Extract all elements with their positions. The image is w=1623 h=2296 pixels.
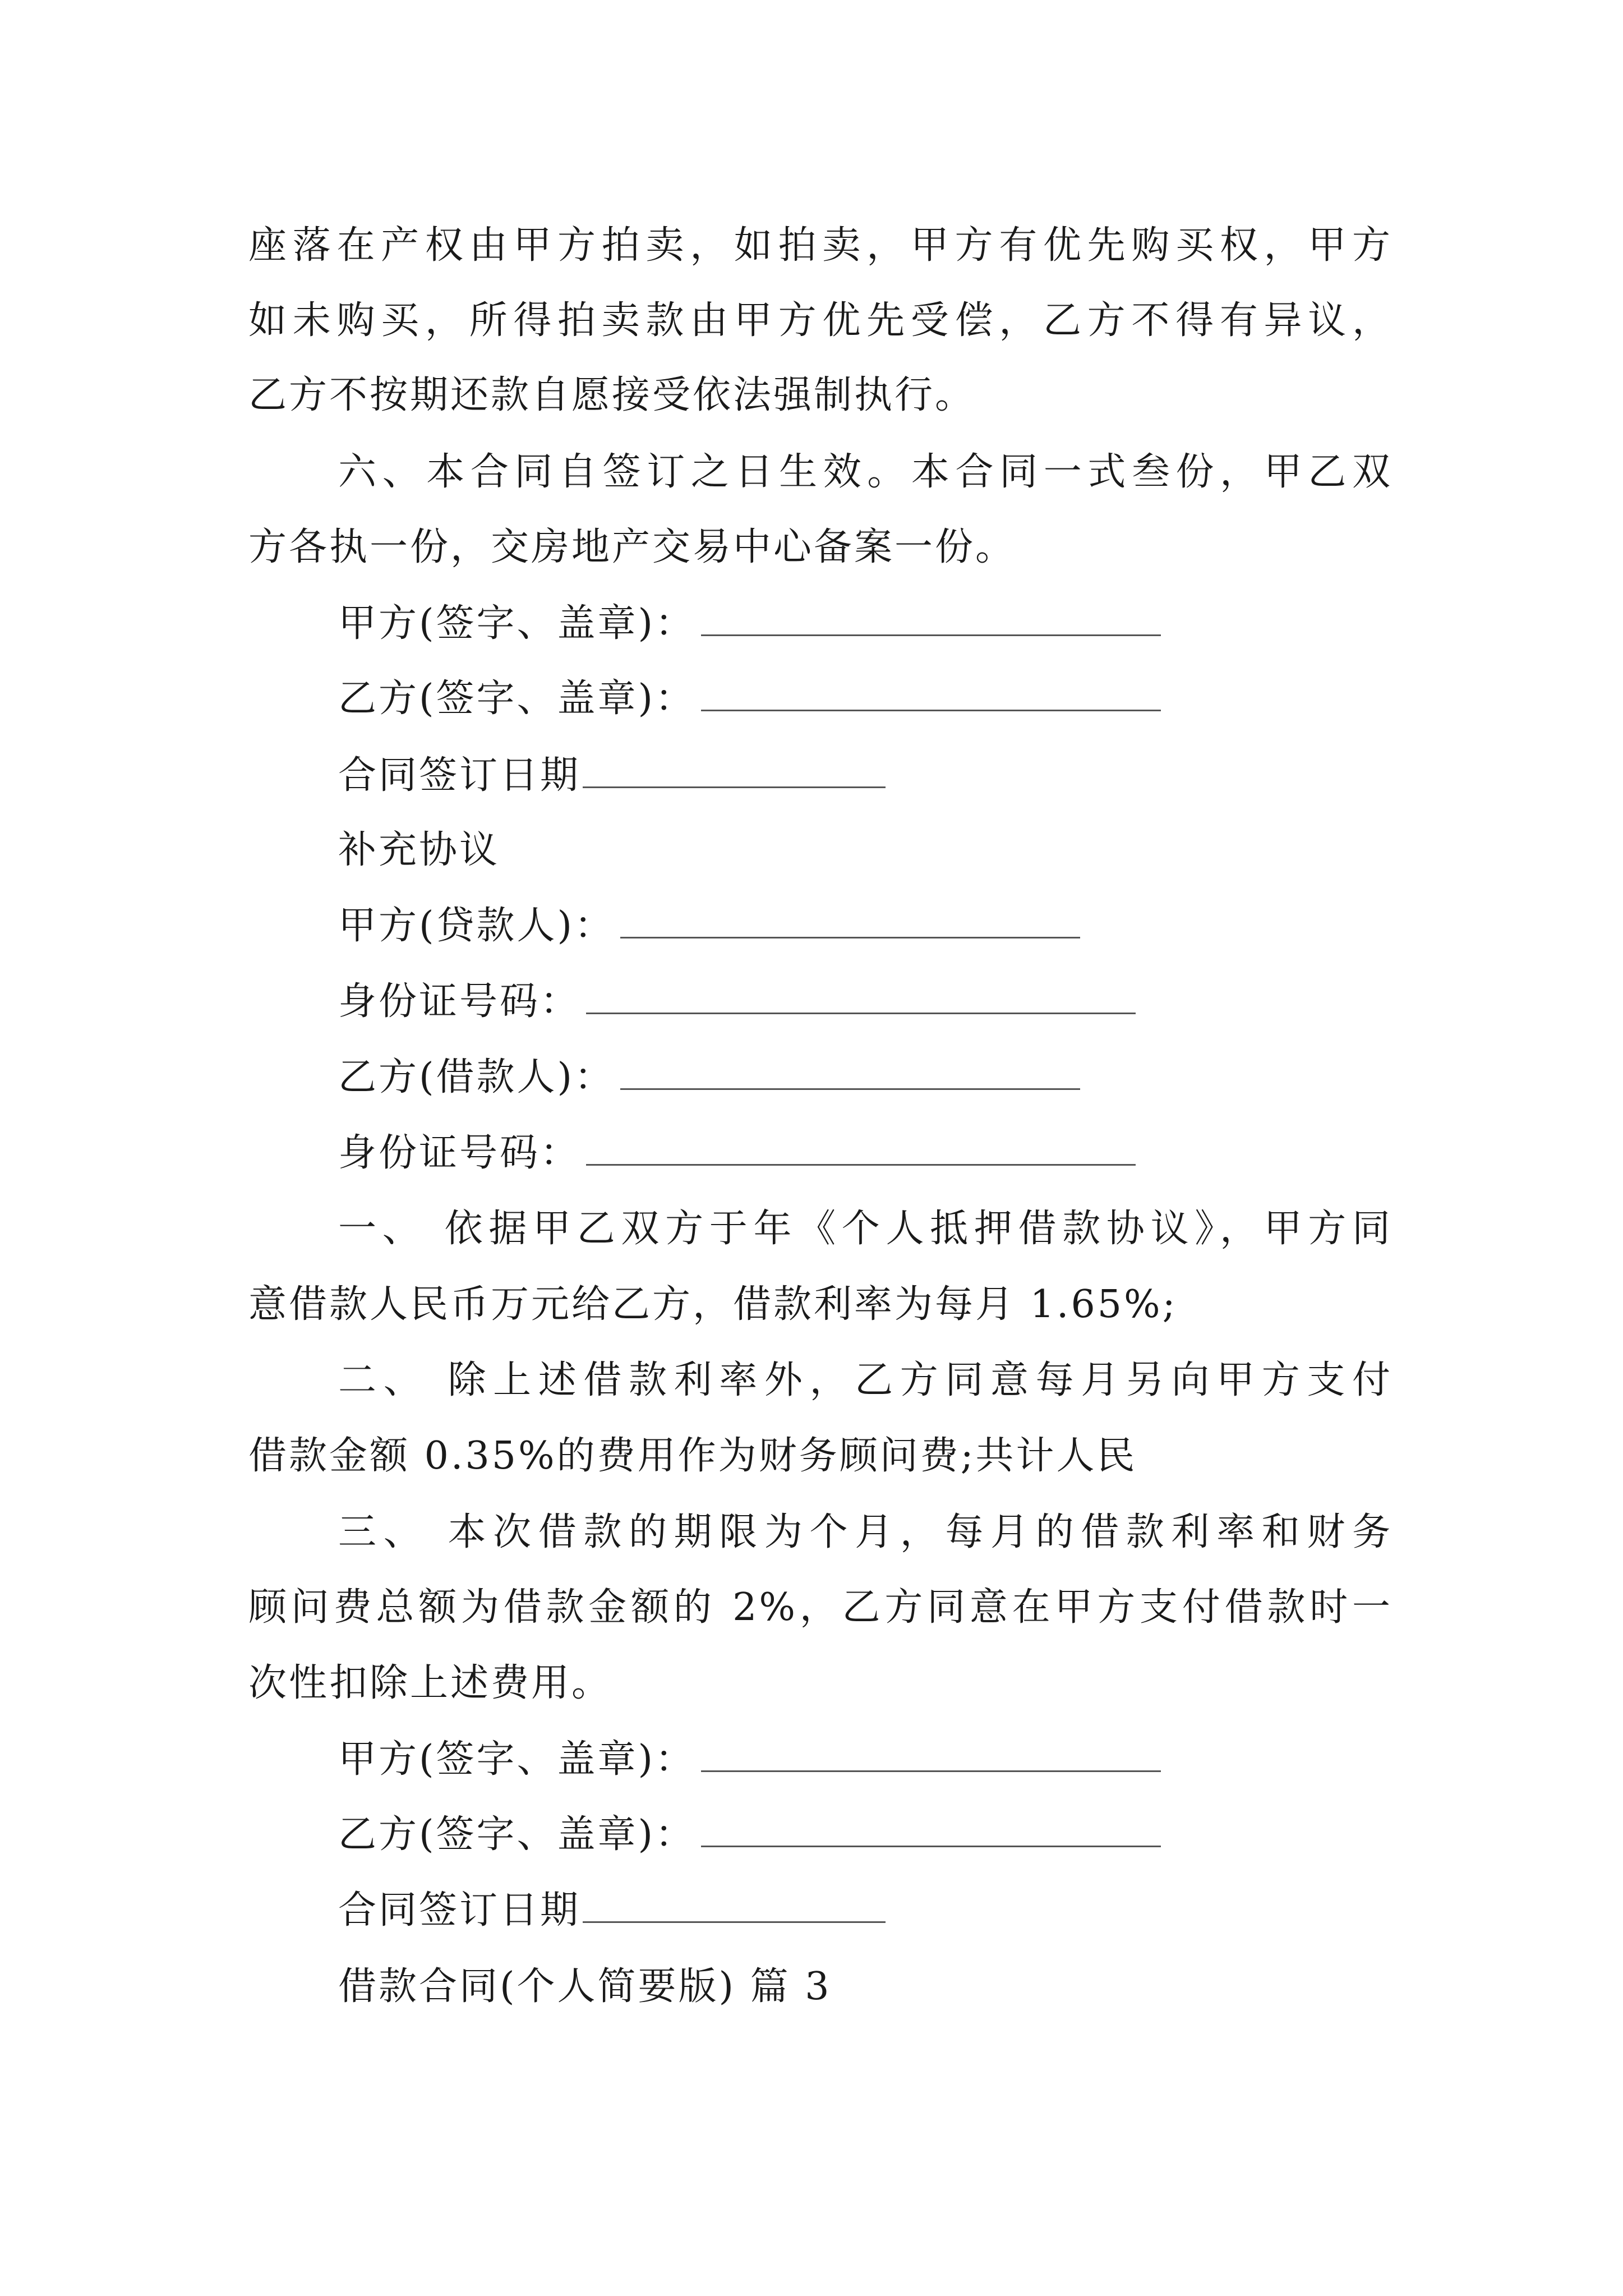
sign1-date-field[interactable] — [583, 752, 886, 788]
supplement-lender-field[interactable] — [620, 902, 1080, 938]
clause1-line1: 一、 依据甲乙双方于年《个人抵押借款协议》，甲方同 — [338, 1207, 1393, 1251]
sign2-party-b-row — [338, 1808, 1161, 1862]
sign2-party-a-row — [338, 1733, 1161, 1787]
clause2-line2: 借款金额 0.35%的费用作为财务顾问费;共计人民 — [248, 1434, 1137, 1478]
para2-line2: 方各执一份，交房地产交易中心备案一份。 — [248, 525, 1016, 569]
supplement-lender-id-row — [338, 975, 1136, 1029]
supplement-borrower-label: 乙方(借款人)： — [338, 1055, 615, 1099]
sign1-date-row — [338, 749, 886, 803]
sign2-party-b-label: 乙方(签字、盖章)： — [338, 1812, 696, 1857]
para2-line1: 六、本合同自签订之日生效。本合同一式叁份，甲乙双 — [338, 450, 1393, 494]
sign1-date-label: 合同签订日期 — [338, 753, 581, 798]
supplement-lender-id-label: 身份证号码： — [338, 979, 581, 1024]
supplement-lender-label: 甲方(贷款人)： — [338, 904, 615, 948]
supplement-borrower-row — [338, 1051, 1080, 1105]
sign1-party-b-label: 乙方(签字、盖章)： — [338, 677, 696, 721]
sign1-party-a-label: 甲方(签字、盖章)： — [338, 601, 696, 646]
clause3-line1: 三、 本次借款的期限为个月，每月的借款利率和财务 — [338, 1510, 1393, 1554]
clause3-line2: 顾问费总额为借款金额的 2%，乙方同意在甲方支付借款时一 — [248, 1585, 1393, 1630]
supplement-borrower-id-label: 身份证号码： — [338, 1131, 581, 1175]
sign2-date-label: 合同签订日期 — [338, 1888, 581, 1932]
sign1-party-b-row — [338, 672, 1161, 726]
sign2-party-a-label: 甲方(签字、盖章)： — [338, 1737, 696, 1782]
para1-line3: 乙方不按期还款自愿接受依法强制执行。 — [248, 373, 976, 417]
sign2-date-field[interactable] — [583, 1887, 886, 1923]
para1-line1: 座落在产权由甲方拍卖，如拍卖，甲方有优先购买权，甲方 — [248, 223, 1393, 268]
sign1-party-a-row — [338, 597, 1161, 651]
sign1-party-a-field[interactable] — [701, 600, 1161, 636]
sign2-party-a-field[interactable] — [701, 1736, 1161, 1772]
sign1-party-b-field[interactable] — [701, 675, 1161, 711]
clause2-line1: 二、 除上述借款利率外，乙方同意每月另向甲方支付 — [338, 1358, 1393, 1402]
supplement-title: 补充协议 — [338, 828, 500, 872]
sign2-party-b-field[interactable] — [701, 1811, 1161, 1847]
sign2-date-row — [338, 1884, 886, 1938]
supplement-borrower-id-row — [338, 1126, 1136, 1180]
next-section-heading: 借款合同(个人简要版) 篇 3 — [338, 1964, 832, 2009]
supplement-borrower-field[interactable] — [620, 1053, 1080, 1090]
supplement-borrower-id-field[interactable] — [586, 1129, 1136, 1166]
para1-line2: 如未购买，所得拍卖款由甲方优先受偿，乙方不得有异议， — [248, 298, 1393, 343]
clause1-line2: 意借款人民币万元给乙方，借款利率为每月 1.65%; — [248, 1282, 1178, 1327]
clause3-line3: 次性扣除上述费用。 — [248, 1661, 612, 1705]
supplement-lender-id-field[interactable] — [586, 978, 1136, 1014]
supplement-lender-row — [338, 899, 1080, 953]
